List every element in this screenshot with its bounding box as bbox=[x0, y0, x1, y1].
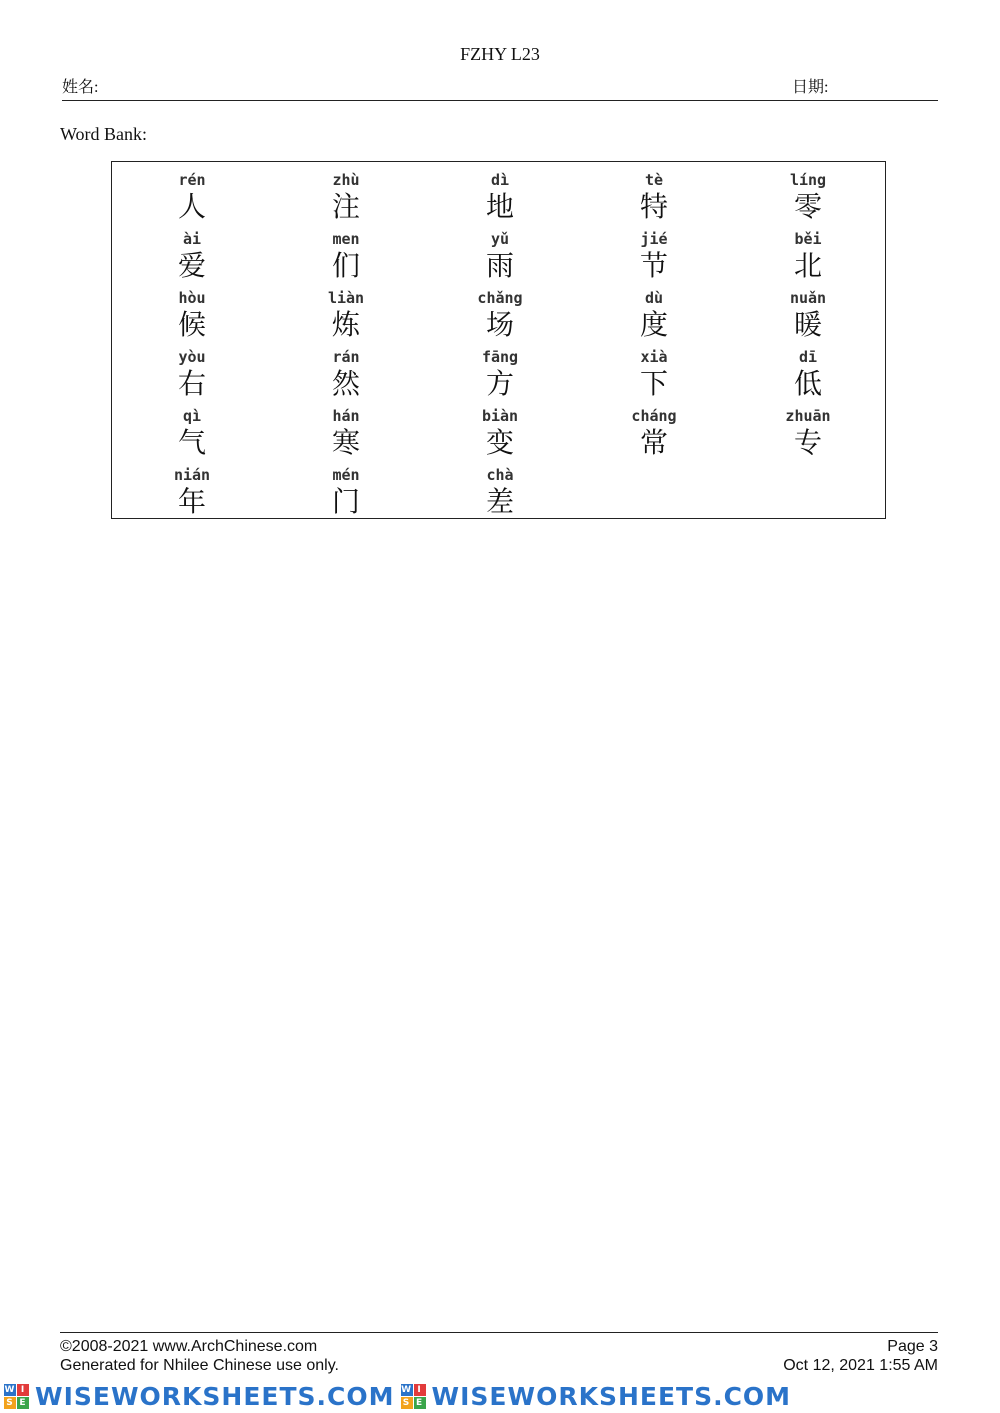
word-bank-item bbox=[577, 406, 731, 465]
word-bank-item bbox=[269, 406, 423, 465]
hanzi-character: 场 bbox=[485, 308, 514, 341]
hanzi-character: 门 bbox=[331, 485, 360, 518]
pinyin-label: qì bbox=[182, 407, 202, 425]
pinyin-label: yǔ bbox=[490, 230, 510, 248]
word-bank-item bbox=[577, 170, 731, 229]
hanzi-character: 度 bbox=[639, 308, 668, 341]
pinyin-label: mén bbox=[332, 466, 360, 484]
watermark-logo-letter: I bbox=[414, 1384, 426, 1396]
word-bank-item bbox=[423, 347, 577, 406]
word-bank-item bbox=[115, 229, 269, 288]
hanzi-character: 候 bbox=[177, 308, 206, 341]
pinyin-label: líng bbox=[789, 171, 827, 189]
pinyin-label: hán bbox=[332, 407, 360, 425]
pinyin-label: ài bbox=[182, 230, 202, 248]
word-bank-item bbox=[577, 288, 731, 347]
word-bank-label: Word Bank: bbox=[60, 124, 148, 144]
word-bank-item bbox=[731, 347, 885, 406]
footer bbox=[60, 1332, 938, 1374]
hanzi-character: 右 bbox=[177, 367, 206, 400]
pinyin-label: zhù bbox=[332, 171, 360, 189]
word-bank-box bbox=[111, 161, 886, 519]
word-bank-item bbox=[115, 465, 269, 524]
word-bank-item bbox=[269, 288, 423, 347]
word-bank-item bbox=[423, 406, 577, 465]
header-row bbox=[62, 74, 938, 101]
pinyin-label: rén bbox=[178, 171, 206, 189]
hanzi-character: 爱 bbox=[177, 249, 206, 282]
hanzi-character: 下 bbox=[639, 367, 668, 400]
word-bank-item bbox=[269, 347, 423, 406]
footer-right bbox=[783, 1337, 938, 1375]
hanzi-character: 们 bbox=[331, 249, 360, 282]
word-bank-item bbox=[731, 406, 885, 465]
hanzi-character: 年 bbox=[177, 485, 206, 518]
watermark-banner bbox=[0, 1380, 1000, 1413]
word-bank-item bbox=[269, 465, 423, 524]
word-bank-item bbox=[115, 170, 269, 229]
word-bank-item bbox=[423, 465, 577, 524]
watermark-text: WISEWORKSHEETS.COM bbox=[35, 1382, 395, 1411]
word-bank-item bbox=[423, 170, 577, 229]
pinyin-label: men bbox=[332, 230, 360, 248]
watermark-logo-letter: S bbox=[401, 1397, 413, 1409]
word-bank-grid bbox=[115, 170, 885, 524]
hanzi-character: 气 bbox=[177, 426, 206, 459]
hanzi-character: 炼 bbox=[331, 308, 360, 341]
hanzi-character: 常 bbox=[639, 426, 668, 459]
pinyin-label: tè bbox=[644, 171, 664, 189]
pinyin-label: dù bbox=[644, 289, 664, 307]
word-bank-item bbox=[423, 288, 577, 347]
word-bank-item bbox=[577, 229, 731, 288]
pinyin-label: hòu bbox=[178, 289, 206, 307]
hanzi-character: 节 bbox=[639, 249, 668, 282]
hanzi-character: 雨 bbox=[485, 249, 514, 282]
hanzi-character: 寒 bbox=[331, 426, 360, 459]
pinyin-label: xià bbox=[640, 348, 668, 366]
watermark-text: WISEWORKSHEETS.COM bbox=[431, 1382, 792, 1411]
watermark-logo-letter: I bbox=[17, 1384, 29, 1396]
word-bank-item bbox=[115, 406, 269, 465]
pinyin-label: jié bbox=[640, 230, 668, 248]
hanzi-character: 方 bbox=[485, 367, 514, 400]
date-label: 日期: bbox=[792, 79, 829, 96]
pinyin-label: fāng bbox=[481, 348, 519, 366]
footer-copyright: ©2008-2021 www.ArchChinese.com bbox=[60, 1338, 318, 1355]
hanzi-character: 注 bbox=[331, 190, 360, 223]
word-bank-item bbox=[731, 170, 885, 229]
footer-left bbox=[60, 1337, 339, 1375]
word-bank-item bbox=[423, 229, 577, 288]
watermark-logo-icon bbox=[401, 1384, 426, 1409]
pinyin-label: chà bbox=[486, 466, 514, 484]
watermark-logo-icon bbox=[4, 1384, 29, 1409]
pinyin-label: běi bbox=[794, 230, 822, 248]
watermark-logo-letter: W bbox=[4, 1385, 16, 1395]
hanzi-character: 地 bbox=[485, 190, 514, 223]
pinyin-label: cháng bbox=[631, 407, 677, 425]
footer-timestamp: Oct 12, 2021 1:55 AM bbox=[783, 1357, 938, 1374]
hanzi-character: 暖 bbox=[793, 308, 822, 341]
hanzi-character: 专 bbox=[793, 426, 822, 459]
footer-page-number: Page 3 bbox=[887, 1338, 938, 1355]
pinyin-label: nuǎn bbox=[789, 289, 827, 307]
pinyin-label: chǎng bbox=[477, 289, 523, 307]
word-bank-item bbox=[115, 347, 269, 406]
hanzi-character: 低 bbox=[793, 367, 822, 400]
word-bank-item bbox=[731, 229, 885, 288]
pinyin-label: nián bbox=[173, 466, 211, 484]
hanzi-character: 零 bbox=[793, 190, 822, 223]
word-bank-item bbox=[115, 288, 269, 347]
pinyin-label: zhuān bbox=[785, 407, 831, 425]
hanzi-character: 特 bbox=[639, 190, 668, 223]
word-bank-item bbox=[269, 229, 423, 288]
footer-generated-for: Generated for Nhilee Chinese use only. bbox=[60, 1357, 339, 1374]
hanzi-character: 差 bbox=[485, 485, 514, 518]
pinyin-label: liàn bbox=[327, 289, 365, 307]
watermark-logo-letter: S bbox=[4, 1397, 16, 1409]
hanzi-character: 变 bbox=[485, 426, 514, 459]
pinyin-label: dì bbox=[490, 171, 510, 189]
worksheet-title: FZHY L23 bbox=[460, 44, 540, 64]
watermark-logo-letter: E bbox=[414, 1397, 426, 1409]
word-bank-item bbox=[731, 288, 885, 347]
name-label: 姓名: bbox=[62, 79, 99, 96]
watermark-logo-letter: E bbox=[17, 1397, 29, 1409]
pinyin-label: yòu bbox=[178, 348, 206, 366]
pinyin-label: dī bbox=[798, 348, 818, 366]
word-bank-item bbox=[269, 170, 423, 229]
hanzi-character: 人 bbox=[177, 190, 206, 223]
pinyin-label: biàn bbox=[481, 407, 519, 425]
watermark-logo-letter: W bbox=[401, 1385, 412, 1395]
word-bank-item bbox=[577, 347, 731, 406]
hanzi-character: 北 bbox=[793, 249, 822, 282]
pinyin-label: rán bbox=[332, 348, 360, 366]
hanzi-character: 然 bbox=[331, 367, 360, 400]
